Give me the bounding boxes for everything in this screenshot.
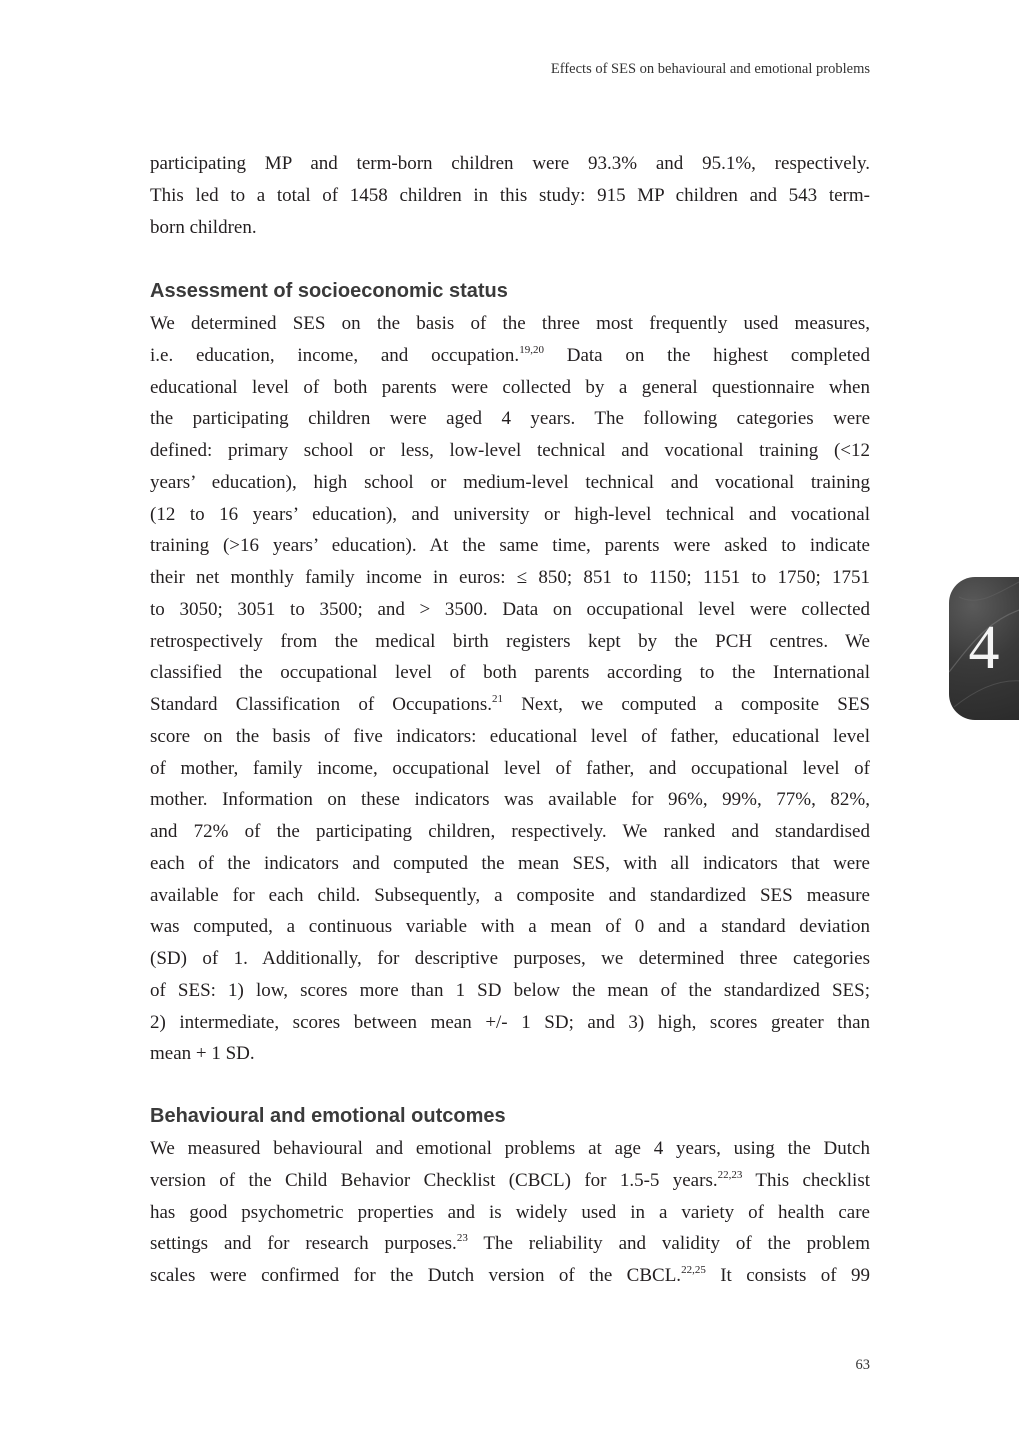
text-line: [150, 403, 870, 435]
text-segment: their net monthly family income in euros: ≤ 850; 851 to 1150; 1151 to 1750; 1751: [150, 567, 870, 588]
text-segment: educational level of both parents were collected by a general questionnaire when: [150, 376, 870, 398]
paragraph-outcomes: [150, 1133, 870, 1292]
page-number: 63: [855, 1357, 870, 1373]
text-line: [150, 1260, 870, 1292]
text-segment: settings and for research purposes.: [150, 1233, 457, 1255]
text-segment: Standard Classification of Occupations.: [150, 694, 493, 715]
text-line: [150, 848, 870, 880]
citation-superscript: 22,25: [681, 1264, 706, 1276]
text-segment: It consists of 99: [705, 1265, 870, 1286]
text-segment: years’ education), high school or medium-level technical and vocational training: [150, 471, 870, 493]
text-line: [150, 562, 870, 594]
text-segment: i.e. education, income, and occupation.: [150, 344, 520, 366]
citation-superscript: 21: [492, 693, 504, 705]
text-segment: classified the occupational level of both parents according to the International: [150, 662, 870, 684]
text-segment: the participating children were aged 4 years. The following categories were: [150, 408, 870, 430]
text-segment: We determined SES on the basis of the three most frequently used measures,: [150, 313, 870, 334]
section-heading-outcomes: Behavioural and emotional outcomes: [150, 1105, 506, 1127]
text-segment: each of the indicators and computed the mean SES, with all indicators that were: [150, 852, 870, 874]
text-line: [150, 721, 870, 753]
text-line: [150, 1038, 870, 1070]
text-line: [150, 467, 870, 499]
text-segment: Data on the highest completed: [543, 344, 870, 366]
text-segment: of mother, family income, occupational level of father, and occupational level of: [150, 757, 870, 779]
citation-superscript: 23: [456, 1232, 468, 1245]
text-segment: born children.: [150, 216, 257, 238]
text-segment: (SD) of 1. Additionally, for descriptive purposes, we determined three categories: [150, 948, 870, 969]
text-segment: retrospectively from the medical birth registers kept by the PCH centres. We: [150, 630, 870, 652]
text-segment: participating MP and term-born children were 93.3% and 95.1%, respectively.: [150, 153, 870, 174]
text-segment: scales were confirmed for the Dutch version of the CBCL.: [150, 1265, 682, 1286]
text-line: [150, 911, 870, 943]
text-line: [150, 1007, 870, 1039]
text-segment: of SES: 1) low, scores more than 1 SD below the mean of the standardized SES;: [150, 979, 870, 1001]
text-segment: This led to a total of 1458 children in this study: 915 MP children and 543 term-: [150, 184, 870, 206]
text-line: [150, 530, 870, 562]
chapter-tab: [949, 577, 1019, 720]
paragraph-ses-assessment: [150, 308, 870, 1070]
chapter-number: 4: [968, 614, 1000, 682]
text-segment: mother. Information on these indicators was available for 96%, 99%, 77%, 82%,: [150, 789, 870, 811]
text-segment: was computed, a continuous variable with a mean of 0 and a standard deviation: [150, 916, 870, 938]
text-line: [150, 784, 870, 816]
text-segment: available for each child. Subsequently, a composite and standardized SES measure: [150, 884, 870, 906]
citation-superscript: 19,20: [519, 343, 544, 356]
text-line: [150, 880, 870, 912]
text-line: [150, 689, 870, 721]
text-segment: version of the Child Behavior Checklist (CBCL) for 1.5-5 years.: [150, 1169, 718, 1191]
text-line: [150, 1228, 870, 1260]
running-head: Effects of SES on behavioural and emotional problems: [550, 61, 870, 77]
text-line: [150, 180, 870, 212]
text-line: [150, 212, 870, 244]
paragraph-1: [150, 148, 870, 243]
text-line: [150, 1133, 870, 1165]
text-line: [150, 372, 870, 404]
section-heading-ses: Assessment of socioeconomic status: [150, 280, 508, 302]
text-segment: and 72% of the participating children, respectively. We ranked and standardised: [150, 821, 870, 842]
text-line: [150, 1197, 870, 1229]
text-line: [150, 308, 870, 340]
text-segment: defined: primary school or less, low-level technical and vocational training (<12: [150, 440, 870, 461]
citation-superscript: 22,23: [717, 1168, 743, 1181]
text-line: [150, 753, 870, 785]
text-segment: mean + 1 SD.: [150, 1043, 255, 1065]
text-segment: 2) intermediate, scores between mean +/- 1 SD; and 3) high, scores greater than: [150, 1011, 870, 1033]
text-line: [150, 943, 870, 975]
text-line: [150, 499, 870, 531]
text-line: [150, 816, 870, 848]
text-segment: We measured behavioural and emotional problems at age 4 years, using the Dutch: [150, 1138, 870, 1159]
text-segment: (12 to 16 years’ education), and university or high-level technical and vocational: [150, 503, 870, 525]
text-segment: to 3050; 3051 to 3500; and > 3500. Data on occupational level were collected: [150, 598, 870, 620]
text-line: [150, 594, 870, 626]
text-line: [150, 1165, 870, 1197]
text-line: [150, 435, 870, 467]
text-segment: training (>16 years’ education). At the same time, parents were asked to indicate: [150, 535, 870, 557]
text-line: [150, 148, 870, 180]
text-line: [150, 975, 870, 1007]
text-line: [150, 340, 870, 372]
text-line: [150, 626, 870, 658]
text-segment: score on the basis of five indicators: educational level of father, educational level: [150, 725, 870, 747]
text-segment: This checklist: [742, 1169, 871, 1191]
text-segment: The reliability and validity of the problem: [467, 1233, 870, 1255]
text-segment: has good psychometric properties and is widely used in a variety of health care: [150, 1201, 870, 1223]
text-segment: Next, we computed a composite SES: [503, 694, 871, 715]
text-line: [150, 657, 870, 689]
